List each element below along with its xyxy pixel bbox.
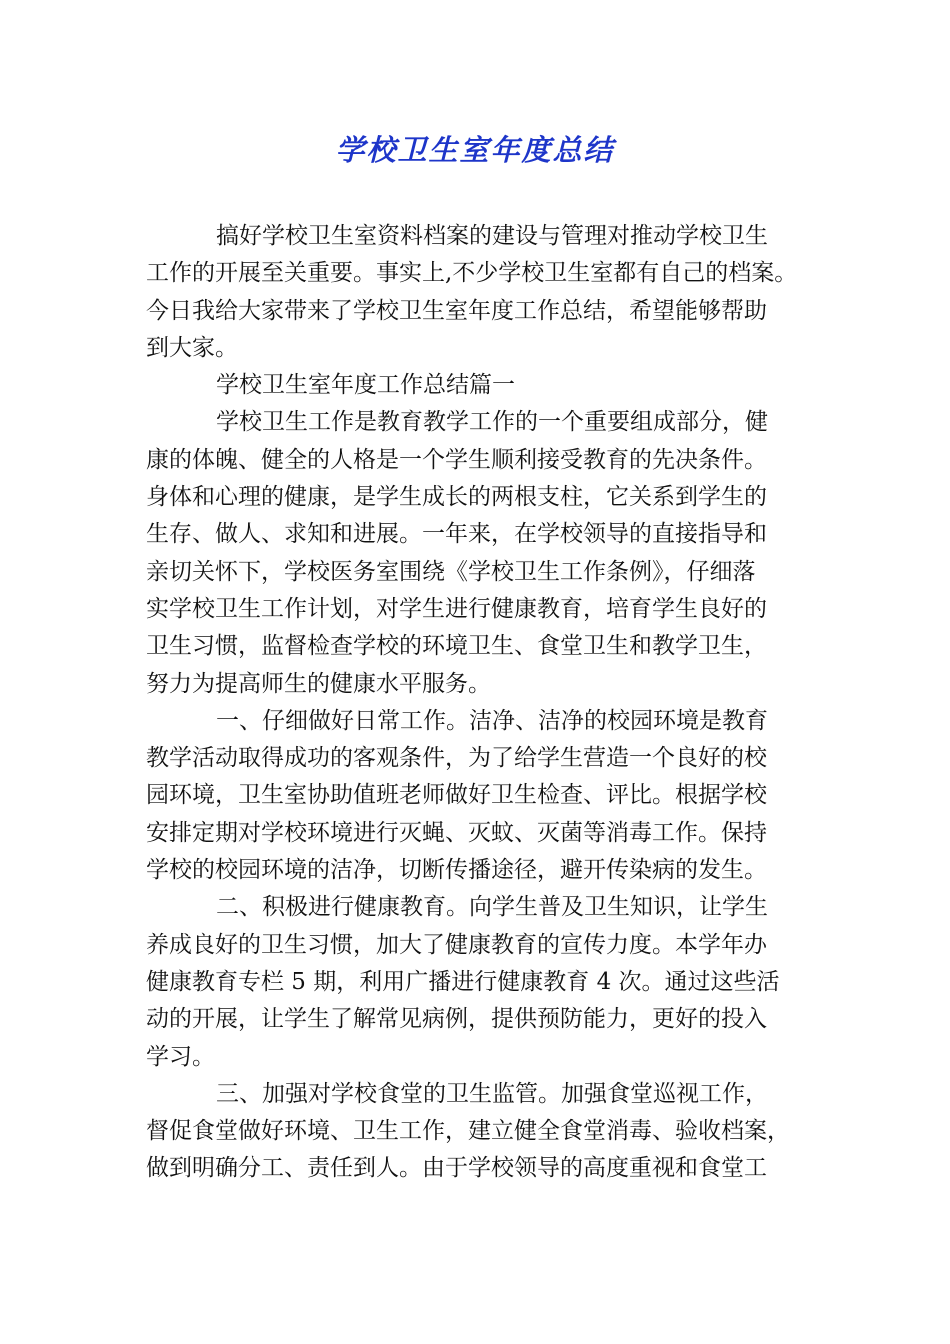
text-line: 二、积极进行健康教育。向学生普及卫生知识，让学生: [216, 894, 768, 921]
text-line: 生存、做人、求知和进展。一年来，在学校领导的直接指导和: [146, 521, 767, 548]
text-line: 康的体魄、健全的人格是一个学生顺利接受教育的先决条件。: [146, 446, 767, 473]
text-line: 实学校卫生工作计划，对学生进行健康教育，培育学生良好的: [146, 595, 767, 622]
text-line: 身体和心理的健康，是学生成长的两根支柱，它关系到学生的: [146, 484, 767, 511]
text-line: 努力为提高师生的健康水平服务。: [146, 670, 491, 697]
text-line: 安排定期对学校环境进行灭蝇、灭蚊、灭菌等消毒工作。保持: [146, 819, 767, 846]
document-body: [146, 218, 826, 1188]
document-title: 学校卫生室年度总结: [335, 133, 615, 167]
text-line: 养成良好的卫生习惯，加大了健康教育的宣传力度。本学年办: [146, 931, 767, 958]
text-line: 学习。: [146, 1043, 215, 1070]
text-line: 学校卫生室年度工作总结篇一: [216, 372, 515, 399]
text-line: 一、仔细做好日常工作。洁净、洁净的校园环境是教育: [216, 707, 768, 734]
text-line: 搞好学校卫生室资料档案的建设与管理对推动学校卫生: [216, 223, 768, 249]
text-line: 亲切关怀下，学校医务室围绕《学校卫生工作条例》，仔细落: [146, 558, 756, 585]
text-line: 教学活动取得成功的客观条件，为了给学生营造一个良好的校: [146, 745, 767, 772]
text-line: 做到明确分工、责任到人。由于学校领导的高度重视和食堂工: [146, 1155, 767, 1182]
text-line: 动的开展，让学生了解常见病例，提供预防能力，更好的投入: [146, 1006, 767, 1033]
text-line: 园环境，卫生室协助值班老师做好卫生检查、评比。根据学校: [146, 782, 767, 809]
text-line: 卫生习惯，监督检查学校的环境卫生、食堂卫生和教学卫生，: [146, 633, 767, 660]
text-line: 今日我给大家带来了学校卫生室年度工作总结，希望能够帮助: [146, 297, 767, 324]
text-line: 工作的开展至关重要。事实上,不少学校卫生室都有自己的档案。: [146, 260, 798, 287]
text-line: 督促食堂做好环境、卫生工作，建立健全食堂消毒、验收档案，: [146, 1118, 790, 1145]
text-line: 健康教育专栏 5 期，利用广播进行健康教育 4 次。通过这些活: [146, 968, 780, 995]
text-line: 三、加强对学校食堂的卫生监管。加强食堂巡视工作，: [216, 1080, 768, 1107]
text-line: 到大家。: [146, 334, 238, 361]
text-line: 学校的校园环境的洁净，切断传播途径，避开传染病的发生。: [146, 857, 767, 884]
text-line: 学校卫生工作是教育教学工作的一个重要组成部分，健: [216, 409, 768, 436]
